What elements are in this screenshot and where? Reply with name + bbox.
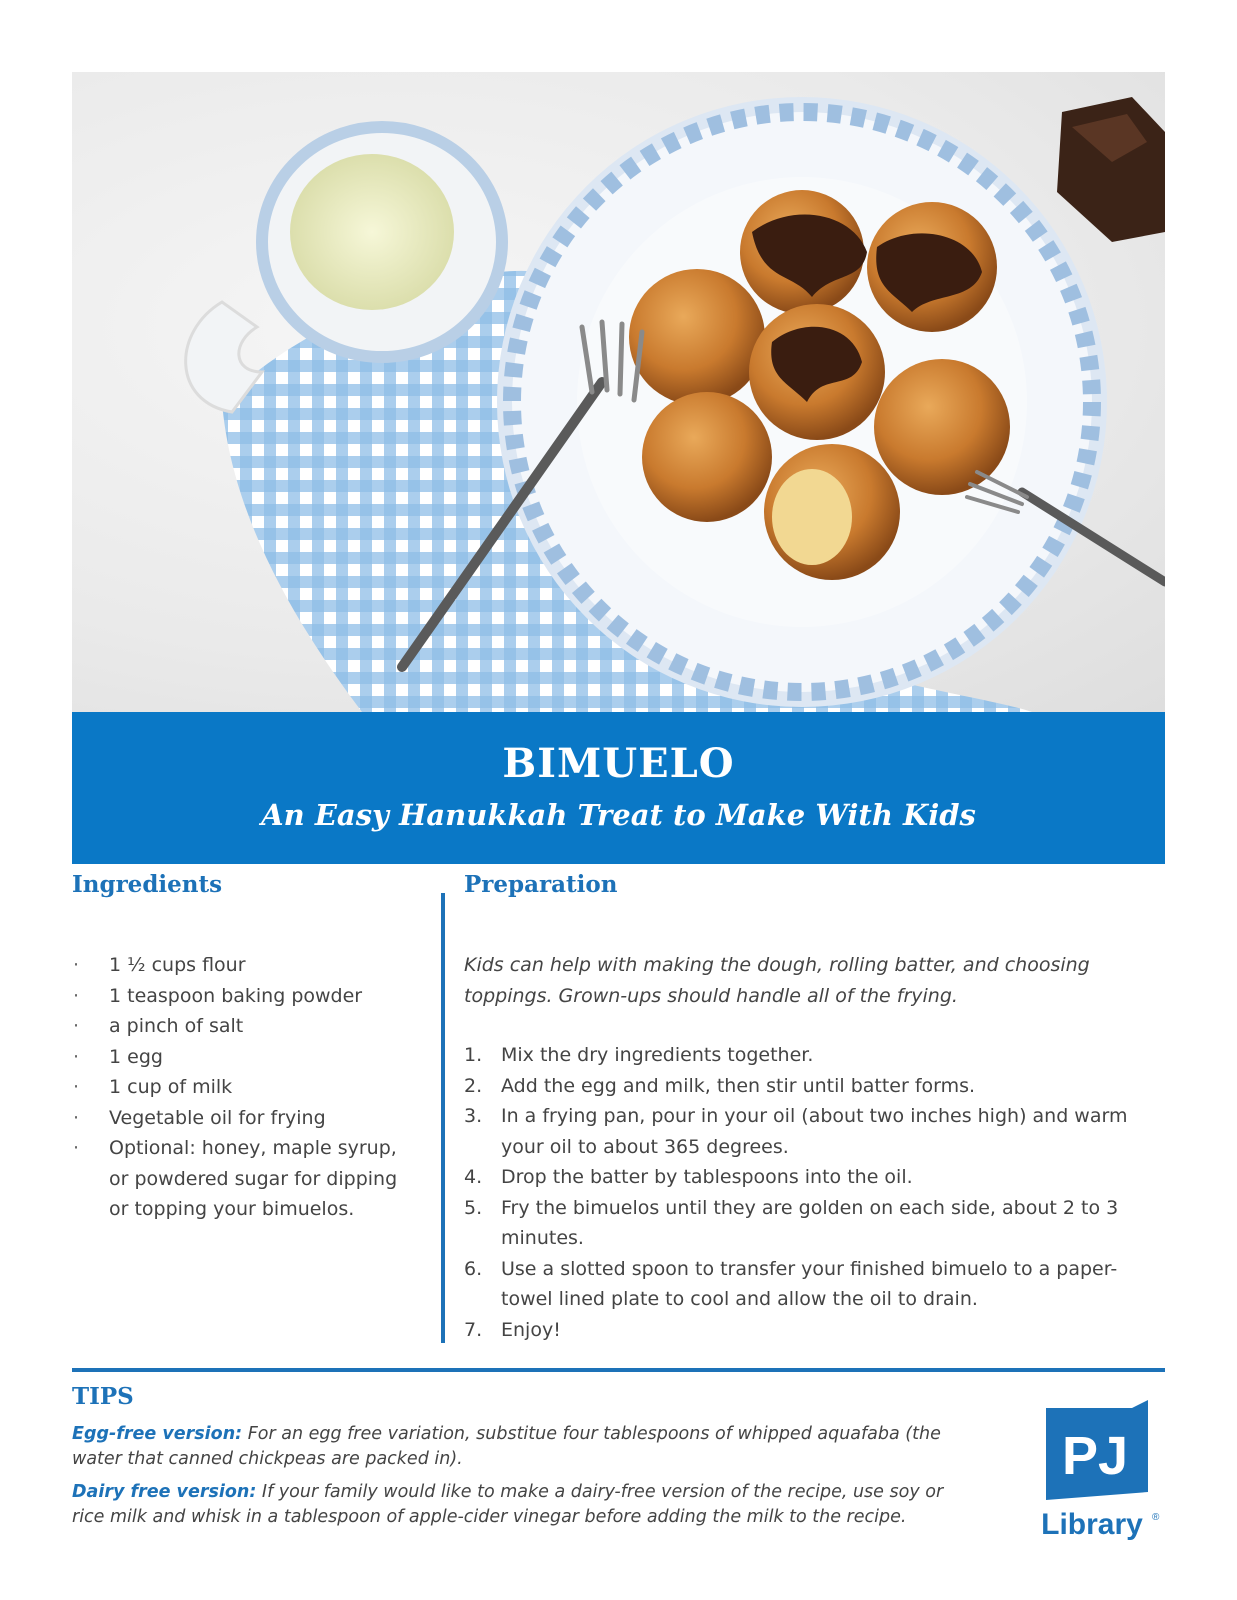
bullet-icon: · <box>73 954 80 976</box>
tip-text: If your family would like to make a dairy-free version of the recipe, use soy or rice milk and whisk in a tablespoon of apple-cider vinegar before adding the milk to the recipe. <box>72 1482 944 1527</box>
preparation-intro: Kids can help with making the dough, rolling batter, and choosing toppings. Grown-ups should handle all of the frying. <box>464 954 1090 1007</box>
list-item: 3. In a frying pan, pour in your oil (about two inches high) and warm your oil to about 365 degrees. <box>464 1105 1128 1158</box>
bullet-icon: · <box>73 1106 80 1129</box>
hero-photo <box>72 72 1165 712</box>
tip-dairy-free <box>72 1480 952 1530</box>
list-item: 6. Use a slotted spoon to transfer your finished bimuelo to a paper-towel lined plate to cool and allow the oil to drain. <box>464 1257 1118 1310</box>
logo-registered: ® <box>1152 1512 1160 1523</box>
logo-word: Library <box>1041 1508 1143 1541</box>
tip-label: Egg-free version: <box>72 1424 243 1444</box>
bullet-icon: · <box>73 1076 80 1098</box>
ingredients-heading: Ingredients <box>72 871 223 898</box>
tips-divider <box>72 1368 1165 1372</box>
bullet-icon: · <box>73 1045 80 1068</box>
list-item: 1. Mix the dry ingredients together. <box>464 1044 814 1066</box>
preparation-heading: Preparation <box>464 871 618 898</box>
title-banner <box>72 712 1165 864</box>
preparation-steps <box>464 1040 1144 1345</box>
tip-egg-free <box>72 1422 952 1472</box>
bullet-icon: · <box>73 1015 80 1037</box>
list-item: · Vegetable oil for frying <box>72 1103 417 1134</box>
logo-mark: PJ <box>1061 1426 1129 1486</box>
list-item: · 1 ½ cups flour <box>72 950 417 981</box>
bullet-icon: · <box>73 984 80 1007</box>
tip-label: Dairy free version: <box>72 1482 257 1502</box>
list-item: · Optional: honey, maple syrup, or powdered sugar for dipping or topping your bimuelos. <box>72 1133 417 1225</box>
column-divider <box>441 893 445 1343</box>
list-item: 5. Fry the bimuelos until they are golden on each side, about 2 to 3 minutes. <box>464 1196 1119 1249</box>
ingredients-list <box>72 950 417 1225</box>
list-item: 4. Drop the batter by tablespoons into the oil. <box>464 1166 913 1188</box>
page-subtitle: An Easy Hanukkah Treat to Make With Kids <box>261 798 976 832</box>
tip-text: For an egg free variation, substitue four tablespoons of whipped aquafaba (the water that canned chickpeas are packed in). <box>72 1424 941 1469</box>
tips-heading: TIPS <box>72 1383 134 1410</box>
list-item: · 1 cup of milk <box>72 1072 417 1103</box>
bimuelo-photo-illustration <box>72 72 1165 712</box>
logo-icon <box>1040 1400 1165 1550</box>
list-item: 7. Enjoy! <box>464 1318 561 1341</box>
list-item: · a pinch of salt <box>72 1011 417 1042</box>
page-title: BIMUELO <box>502 740 735 787</box>
bullet-icon: · <box>73 1137 80 1159</box>
list-item: · 1 teaspoon baking powder <box>72 981 417 1012</box>
list-item: 2. Add the egg and milk, then stir until batter forms. <box>464 1074 976 1097</box>
list-item: · 1 egg <box>72 1042 417 1073</box>
pj-library-logo <box>1040 1400 1165 1550</box>
